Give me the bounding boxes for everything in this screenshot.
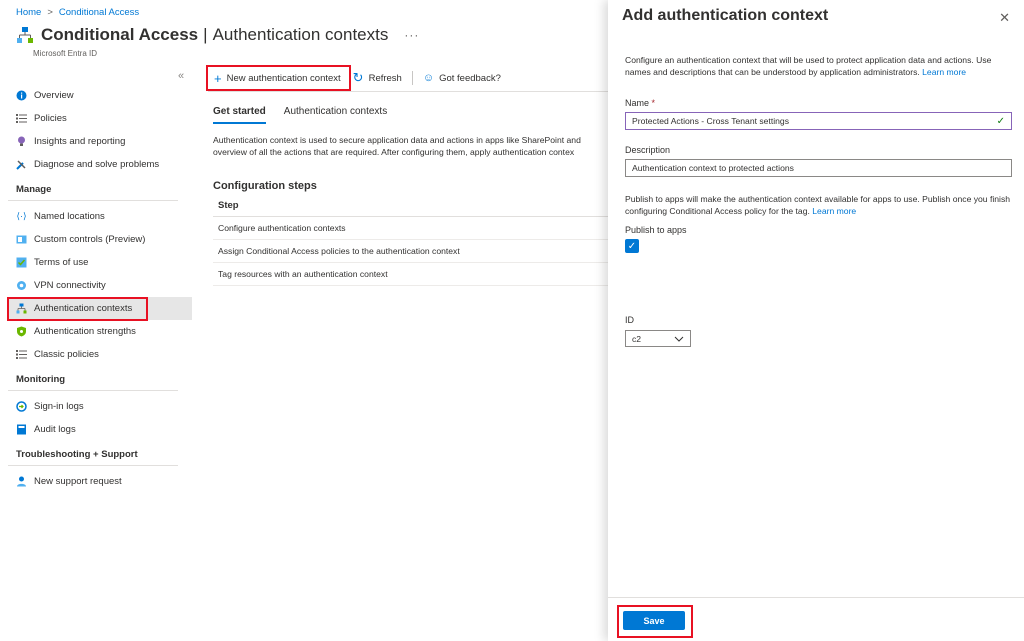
section-manage: Manage	[8, 178, 178, 201]
breadcrumb	[16, 7, 139, 18]
lightbulb-icon	[16, 136, 27, 147]
sidebar-item-custom-controls[interactable]	[8, 228, 192, 251]
hierarchy-icon	[16, 26, 34, 44]
close-icon[interactable]: ✕	[999, 10, 1010, 25]
intro-line: overview of all the actions that are required. After configuring them, apply authentication contex	[213, 147, 575, 157]
name-label-text: Name	[625, 98, 650, 108]
required-mark: *	[651, 98, 656, 108]
tab-bar	[213, 106, 387, 124]
book-icon	[16, 424, 27, 435]
id-label: ID	[625, 315, 634, 325]
publish-description-text: Publish to apps will make the authentication context available for apps to use. Publish once you finish configuring Conditional Access policy for the tag.	[625, 194, 1011, 216]
panel-description	[625, 54, 1015, 78]
panel-footer-divider	[608, 597, 1024, 598]
sidebar-item-label: Terms of use	[34, 257, 89, 268]
steps-table	[213, 195, 608, 286]
checkmark-icon: ✓	[627, 240, 637, 252]
sidebar-item-label: Insights and reporting	[34, 136, 126, 147]
sidebar-item-label: Named locations	[34, 211, 105, 222]
publish-label: Publish to apps	[625, 225, 687, 235]
plus-icon: +	[214, 70, 222, 86]
sidebar-item-diagnose[interactable]	[8, 153, 192, 176]
refresh-label: Refresh	[368, 72, 402, 84]
highlight-box-sidebar	[7, 297, 148, 321]
publish-description	[625, 193, 1015, 217]
sidebar-item-overview[interactable]	[8, 84, 192, 107]
sidebar-item-label: VPN connectivity	[34, 280, 106, 291]
page-subtitle: Authentication contexts	[212, 25, 389, 44]
shield-icon	[16, 326, 27, 337]
section-monitoring: Monitoring	[8, 368, 178, 391]
table-row[interactable]: Tag resources with an authentication context	[213, 263, 608, 286]
sidebar-item-label: Authentication contexts	[34, 303, 133, 314]
steps-table-header: Step	[213, 195, 608, 217]
publish-learn-more-link[interactable]: Learn more	[812, 206, 857, 216]
sidebar-item-classic-policies[interactable]	[8, 343, 192, 366]
name-field-value: Protected Actions - Cross Tenant settings	[632, 116, 789, 126]
sidebar-item-vpn[interactable]	[8, 274, 192, 297]
sidebar-item-authentication-strengths[interactable]	[8, 320, 192, 343]
sidebar-item-insights[interactable]	[8, 130, 192, 153]
feedback-label: Got feedback?	[439, 72, 501, 84]
id-dropdown[interactable]	[625, 330, 691, 347]
id-dropdown-value: c2	[632, 333, 642, 344]
description-label: Description	[625, 145, 671, 155]
title-separator: |	[203, 25, 208, 44]
new-authentication-context-label: New authentication context	[226, 72, 341, 84]
breadcrumb-separator: >	[47, 7, 53, 18]
sidebar-item-named-locations[interactable]	[8, 205, 192, 228]
person-icon	[16, 476, 27, 487]
publish-to-apps-checkbox[interactable]	[625, 239, 639, 253]
add-authentication-context-panel	[608, 0, 1024, 641]
sidebar-item-label: Policies	[34, 113, 67, 124]
highlight-box-toolbar	[206, 65, 351, 91]
more-options-icon[interactable]: ···	[404, 28, 420, 42]
sidebar	[8, 84, 192, 493]
refresh-icon: ↻	[352, 70, 364, 85]
highlight-box-save	[617, 605, 693, 638]
breadcrumb-current[interactable]: Conditional Access	[58, 7, 140, 18]
panel-description-text: Configure an authentication context that will be used to protect application data and actions. Use names and descriptions that can be understood by application administrators.	[625, 55, 992, 77]
sidebar-item-label: Sign-in logs	[34, 401, 84, 412]
sidebar-item-label: Audit logs	[34, 424, 76, 435]
name-label	[625, 98, 655, 108]
collapse-sidebar-icon[interactable]: «	[178, 70, 185, 82]
tab-get-started[interactable]: Get started	[213, 106, 266, 124]
document-check-icon	[16, 257, 27, 268]
sidebar-item-audit-logs[interactable]	[8, 418, 192, 441]
intro-line: Authentication context is used to secure application data and actions in apps like SharePoint and	[213, 135, 581, 145]
list-icon	[16, 349, 27, 360]
feedback-button[interactable]	[417, 67, 507, 89]
gear-icon	[16, 280, 27, 291]
page-title: Conditional Access	[41, 25, 199, 44]
sidebar-item-terms-of-use[interactable]	[8, 251, 192, 274]
section-troubleshooting: Troubleshooting + Support	[8, 443, 178, 466]
toolbar-divider-line	[208, 91, 608, 92]
page-header	[16, 25, 419, 45]
chevron-down-icon	[674, 334, 684, 344]
sidebar-item-label: New support request	[34, 476, 122, 487]
sidebar-item-sign-in-logs[interactable]	[8, 395, 192, 418]
description-field[interactable]	[625, 159, 1012, 177]
feedback-icon: ☺	[422, 72, 435, 84]
arrows-icon: ⟨·⟩	[16, 211, 27, 221]
refresh-button[interactable]	[347, 67, 408, 89]
sidebar-item-policies[interactable]	[8, 107, 192, 130]
configuration-steps-title: Configuration steps	[213, 180, 317, 192]
tab-authentication-contexts[interactable]: Authentication contexts	[283, 106, 388, 117]
save-button[interactable]: Save	[623, 611, 685, 630]
description-field-value: Authentication context to protected actions	[632, 163, 794, 173]
table-row[interactable]: Assign Conditional Access policies to the authentication context	[213, 240, 608, 263]
wrench-icon	[16, 159, 27, 170]
sidebar-item-label: Authentication strengths	[34, 326, 136, 337]
intro-text	[213, 134, 608, 158]
signin-icon	[16, 401, 27, 412]
sidebar-item-label: Custom controls (Preview)	[34, 234, 146, 245]
sidebar-item-new-support-request[interactable]	[8, 470, 192, 493]
breadcrumb-home[interactable]: Home	[16, 7, 42, 18]
toolbar-divider	[412, 71, 413, 85]
sidebar-item-label: Diagnose and solve problems	[34, 159, 160, 170]
name-field[interactable]	[625, 112, 1012, 130]
list-icon	[16, 113, 27, 124]
sidebar-item-label: Classic policies	[34, 349, 99, 360]
learn-more-link[interactable]: Learn more	[922, 67, 967, 77]
service-name: Microsoft Entra ID	[33, 49, 98, 58]
sidebar-item-label: Overview	[34, 90, 74, 101]
table-row[interactable]: Configure authentication contexts	[213, 217, 608, 240]
panel-title: Add authentication context	[622, 7, 829, 24]
checkmark-icon: ✓	[996, 115, 1005, 127]
controls-icon	[16, 234, 27, 245]
info-icon	[16, 90, 27, 101]
